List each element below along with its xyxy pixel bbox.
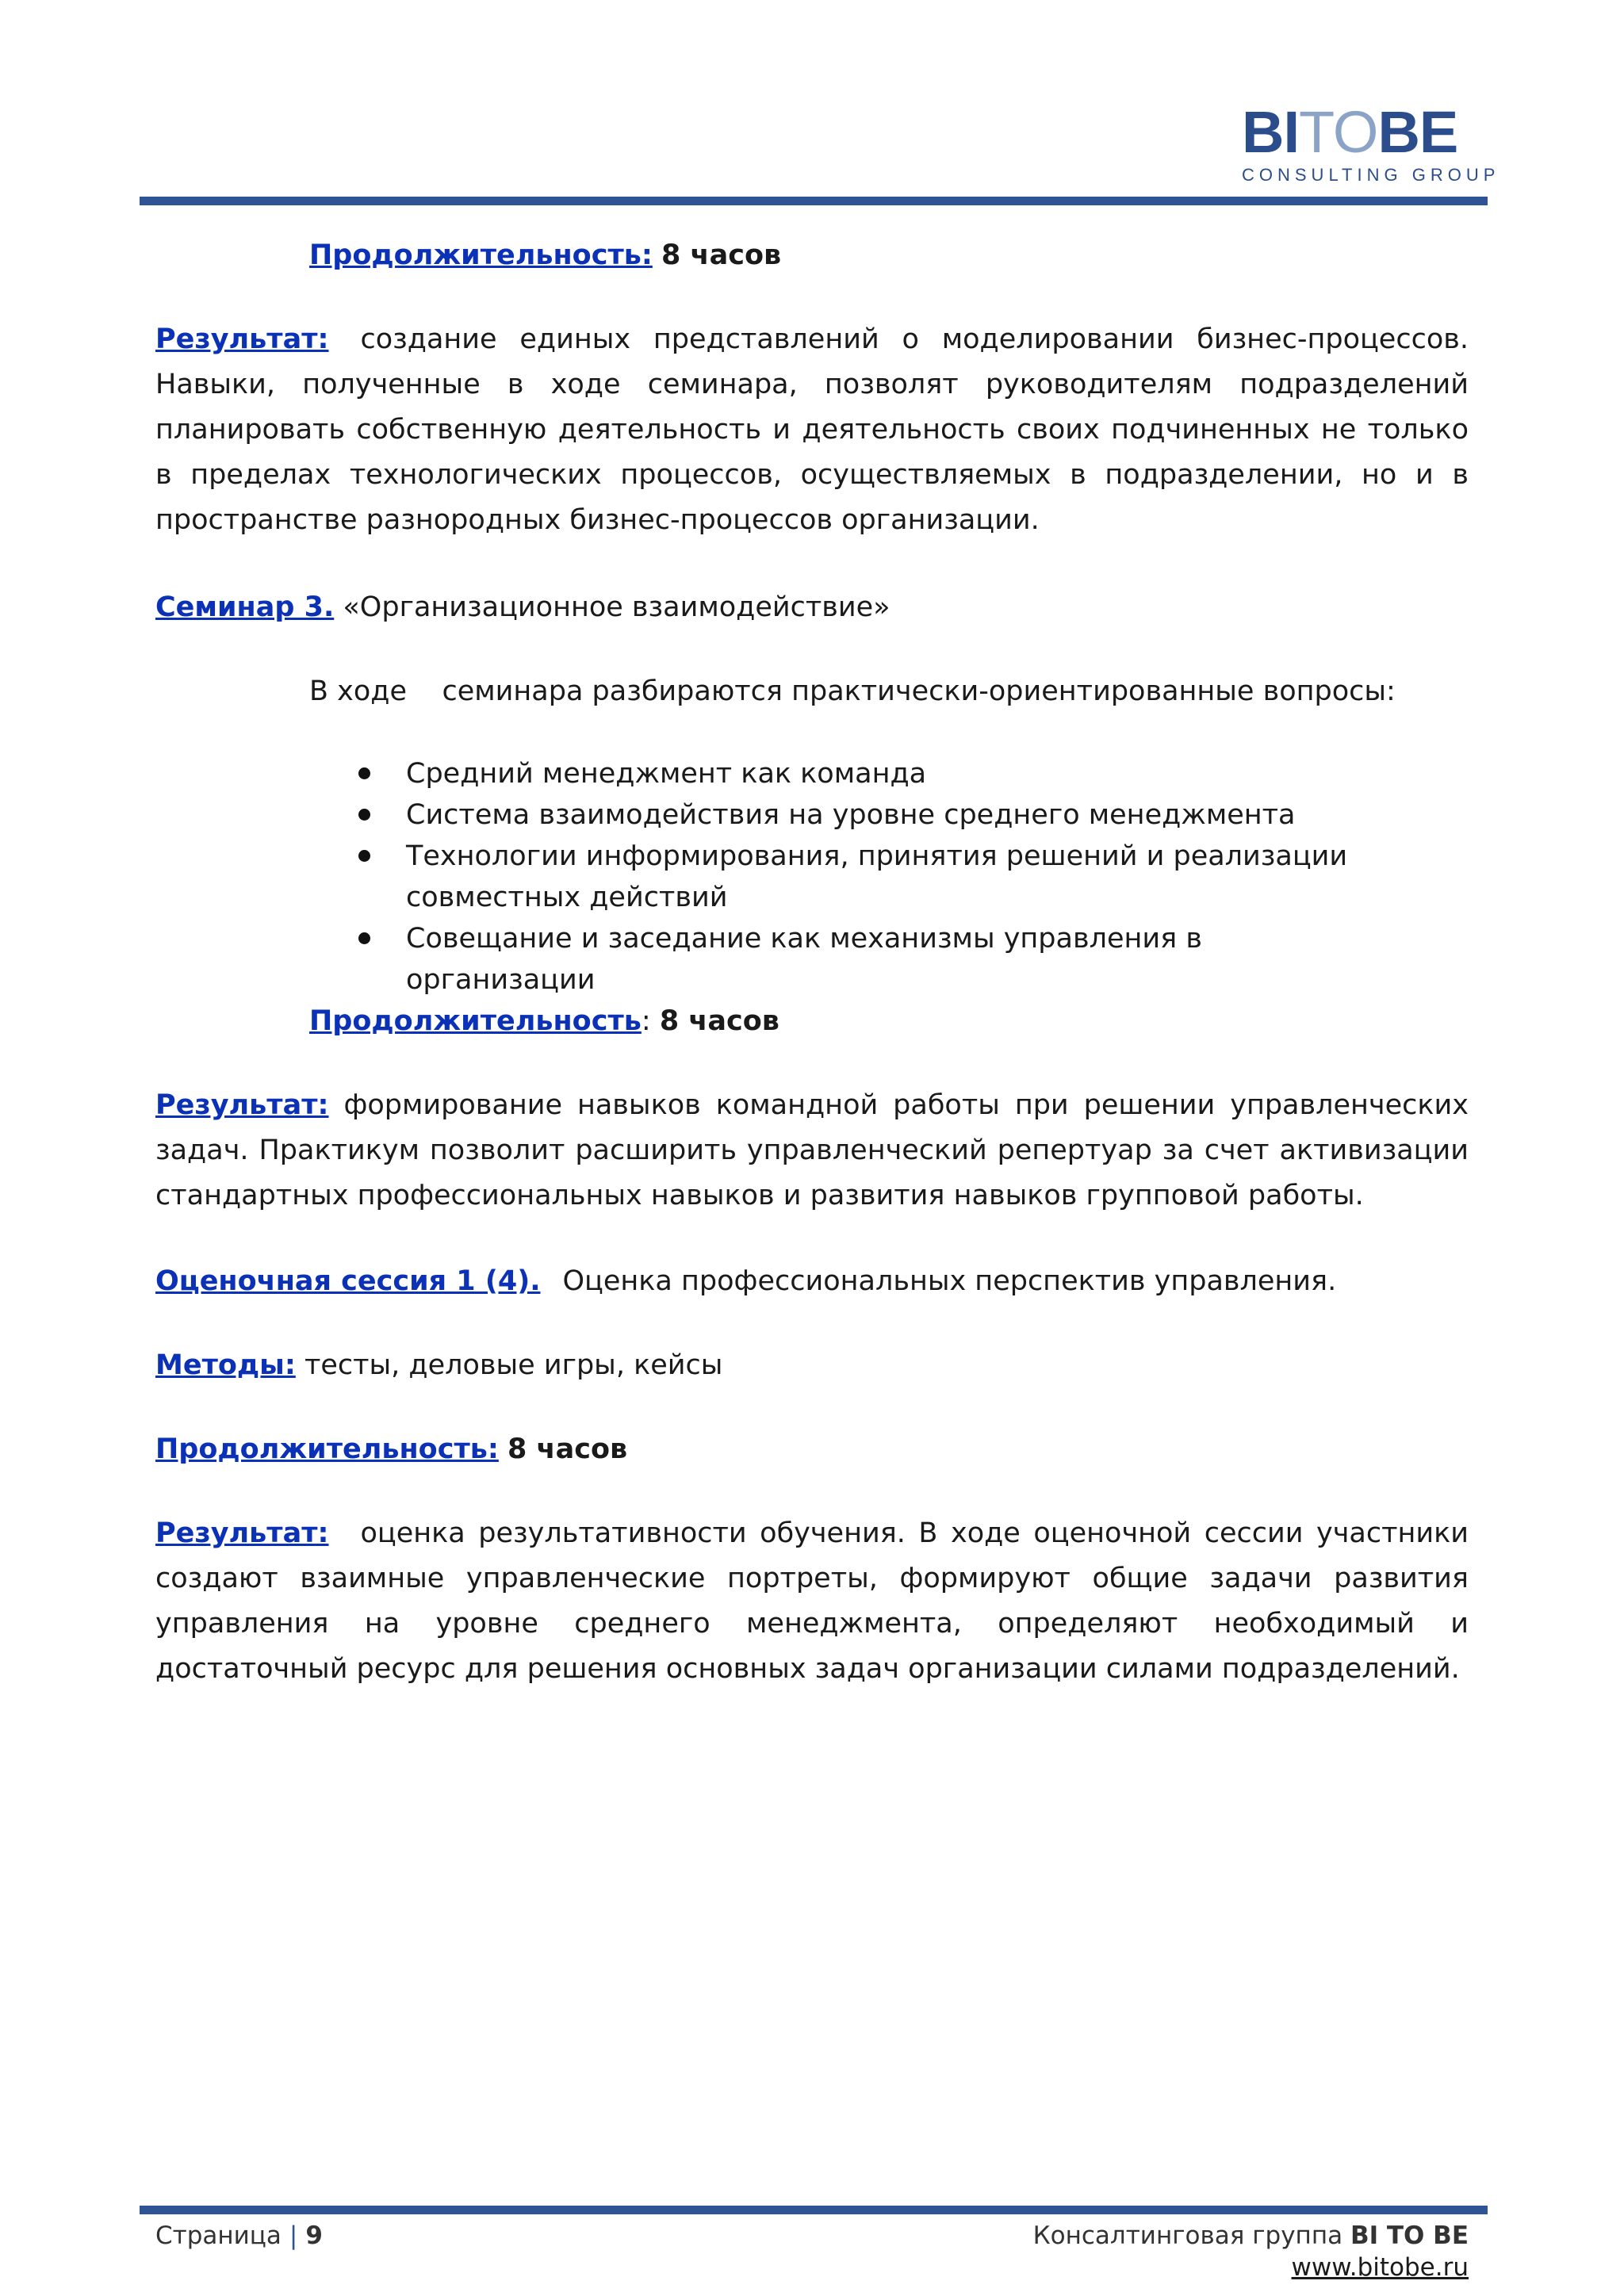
header-divider: [140, 197, 1488, 205]
list-item: Средний менеджмент как команда: [357, 753, 1388, 794]
assessment-session-heading: [155, 1259, 1469, 1304]
seminar-intro: В ходе семинара разбираются практически-ориентированные вопросы:: [309, 675, 1396, 707]
bullet-icon: [358, 932, 370, 944]
duration-value: 8 часов: [661, 239, 782, 271]
seminar-label: Семинар 3.: [155, 591, 335, 623]
duration-label: Продолжительность: [309, 1005, 642, 1037]
logo-wordmark: BITOBE: [1242, 99, 1458, 165]
company-logo: [1242, 99, 1500, 186]
methods-line: [155, 1343, 1469, 1388]
duration-line-3: [155, 1427, 1469, 1472]
session-label: Оценочная сессия 1 (4).: [155, 1265, 541, 1297]
topics-list: [357, 753, 1388, 1001]
result-text: формирование навыков командной работы при решении управленческих задач. Практикум позволит расширить управленческий репертуар за счет активизации стандартных профессиональных навыков и развития навыков групповой работы.: [155, 1089, 1469, 1211]
page-number: 9: [305, 2221, 323, 2250]
result-text: оценка результативности обучения. В ходе оценочной сессии участники создают взаимные управленческие портреты, формируют общие задачи развития управления на уровне среднего менеджмента, определяют необходимый и достаточный ресурс для решения основных задач организации силами подразделений.: [155, 1517, 1469, 1685]
bullet-icon: [358, 809, 370, 821]
result-paragraph-2: [155, 1083, 1469, 1219]
duration-line-2: Продолжительность: 8 часов: [309, 1005, 779, 1037]
page-label: Страница: [155, 2221, 282, 2250]
bullet-icon: [358, 850, 370, 862]
website-link[interactable]: www.bitobe.ru: [1291, 2253, 1469, 2282]
result-label: Результат:: [155, 323, 329, 355]
logo-tagline: CONSULTING GROUP: [1242, 165, 1500, 185]
duration-line-1: [309, 233, 1469, 278]
result-label: Результат:: [155, 1089, 329, 1121]
list-item: Технологии информирования, принятия решений и реализации совместных действий: [357, 836, 1388, 918]
duration-label: Продолжительность:: [155, 1433, 499, 1465]
methods-text: тесты, деловые игры, кейсы: [304, 1349, 723, 1381]
bullet-icon: [358, 767, 370, 779]
duration-value: 8 часов: [659, 1005, 779, 1037]
list-item: Совещание и заседание как механизмы управления в организации: [357, 918, 1388, 1001]
result-paragraph-3: [155, 1511, 1469, 1692]
seminar-3-heading: [155, 585, 1469, 630]
page-number-footer: Страница | 9: [155, 2221, 323, 2250]
result-label: Результат:: [155, 1517, 329, 1549]
duration-value: 8 часов: [508, 1433, 628, 1465]
footer-divider: [140, 2206, 1488, 2214]
result-text: создание единых представлений о моделировании бизнес-процессов. Навыки, полученные в ходе семинара, позволят руководителям подразделений планировать собственную деятельность и деятельность своих подчиненных не только в пределах технологических процессов, осуществляемых в подразделении, но и в пространстве разнородных бизнес-процессов организации.: [155, 323, 1469, 536]
duration-label: Продолжительность:: [309, 239, 653, 271]
list-item: Система взаимодействия на уровне среднего менеджмента: [357, 794, 1388, 836]
company-name: BI TO BE: [1350, 2221, 1469, 2250]
methods-label: Методы:: [155, 1349, 296, 1381]
company-footer: [1033, 2220, 1469, 2283]
result-paragraph-1: [155, 317, 1469, 543]
company-line: Консалтинговая группа BI TO BE: [1032, 2221, 1469, 2250]
seminar-title: «Организационное взаимодействие»: [343, 591, 891, 623]
session-text: Оценка профессиональных перспектив управления.: [562, 1265, 1337, 1297]
